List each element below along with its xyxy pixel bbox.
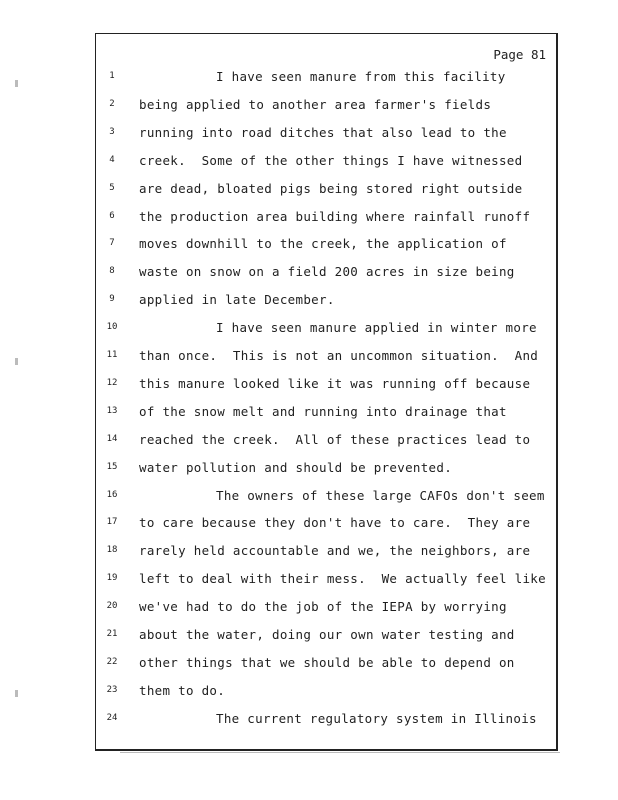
- line-text: reached the creek. All of these practices lead to: [139, 431, 531, 447]
- transcript-line: [96, 208, 556, 228]
- line-number: 3: [109, 126, 115, 137]
- line-number: 16: [106, 489, 118, 500]
- transcript-line: [96, 152, 556, 172]
- line-number: 24: [106, 712, 118, 723]
- line-number: 9: [109, 294, 115, 305]
- line-number: 11: [106, 350, 118, 360]
- transcript-line: [96, 291, 556, 311]
- line-text: waste on snow on a field 200 acres in size being: [139, 264, 515, 280]
- line-text: to care because they don't have to care. They are: [139, 515, 531, 531]
- line-text: than once. This is not an uncommon situation. And: [139, 348, 539, 363]
- line-text: applied in late December.: [139, 292, 335, 308]
- line-number: 13: [106, 405, 118, 416]
- line-number: 5: [109, 182, 115, 193]
- line-number: 12: [106, 377, 118, 388]
- scan-mark: [15, 358, 18, 365]
- line-text: other things that we should be able to depend on: [139, 654, 515, 670]
- scan-mark: [15, 690, 18, 697]
- line-text: this manure looked like it was running off because: [139, 375, 531, 391]
- transcript-line: [96, 459, 556, 479]
- line-number: 2: [109, 98, 115, 109]
- line-text: I have seen manure from this facility: [216, 69, 506, 84]
- line-text: The current regulatory system in Illinois: [216, 710, 537, 726]
- line-number: 10: [106, 322, 118, 333]
- transcript-line: [96, 542, 556, 562]
- page-number: Page 81: [493, 47, 546, 62]
- line-text: I have seen manure applied in winter more: [216, 320, 537, 336]
- scan-mark: [15, 80, 18, 87]
- transcript-line: [96, 68, 556, 88]
- line-text: we've had to do the job of the IEPA by worrying: [139, 599, 507, 615]
- line-text: being applied to another area farmer's fields: [139, 96, 492, 112]
- line-text: water pollution and should be prevented.: [139, 459, 453, 475]
- transcript-line: [96, 626, 556, 646]
- line-text: running into road ditches that also lead to the: [139, 124, 507, 140]
- transcript-line: [96, 347, 556, 367]
- line-number: 19: [106, 573, 118, 584]
- transcript-line: [96, 514, 556, 534]
- transcript-line: [96, 654, 556, 674]
- transcript-line: [96, 263, 556, 283]
- line-number: 1: [109, 71, 115, 81]
- transcript-line: [96, 180, 556, 200]
- line-number: 22: [106, 656, 118, 667]
- line-number: 20: [106, 601, 118, 612]
- transcript-line: [96, 403, 556, 423]
- line-number: 4: [109, 154, 115, 165]
- transcript-line: [96, 375, 556, 395]
- line-text: about the water, doing our own water testing and: [139, 627, 515, 642]
- line-text: creek. Some of the other things I have witnessed: [139, 152, 523, 168]
- line-text: The owners of these large CAFOs don't seem: [216, 487, 545, 503]
- line-number: 14: [106, 433, 118, 444]
- transcript-line: [96, 710, 556, 730]
- transcript-line: [96, 570, 556, 590]
- transcript-line: [96, 487, 556, 507]
- line-number: 17: [106, 517, 118, 528]
- line-text: are dead, bloated pigs being stored right outside: [139, 180, 523, 196]
- transcript-line: [96, 682, 556, 702]
- transcript-line: [96, 598, 556, 618]
- transcript-line: [96, 319, 556, 339]
- line-text: rarely held accountable and we, the neighbors, are: [139, 543, 531, 559]
- transcript-line: [96, 124, 556, 144]
- bottom-rule: [120, 752, 560, 753]
- line-number: 23: [106, 684, 118, 695]
- line-text: of the snow melt and running into drainage that: [139, 403, 507, 419]
- line-number: 6: [109, 210, 115, 221]
- line-text: moves downhill to the creek, the application of: [139, 236, 507, 252]
- line-number: 8: [109, 266, 115, 277]
- transcript-line: [96, 431, 556, 451]
- line-text: left to deal with their mess. We actually feel like: [139, 571, 546, 587]
- line-text: the production area building where rainfall runoff: [139, 208, 531, 224]
- line-number: 18: [106, 545, 118, 556]
- transcript-line: [96, 235, 556, 255]
- transcript-page-frame: [95, 33, 558, 751]
- transcript-line: [96, 96, 556, 116]
- line-number: 7: [109, 238, 115, 249]
- line-number: 21: [106, 629, 118, 639]
- line-text: them to do.: [139, 682, 226, 698]
- line-number: 15: [106, 461, 118, 472]
